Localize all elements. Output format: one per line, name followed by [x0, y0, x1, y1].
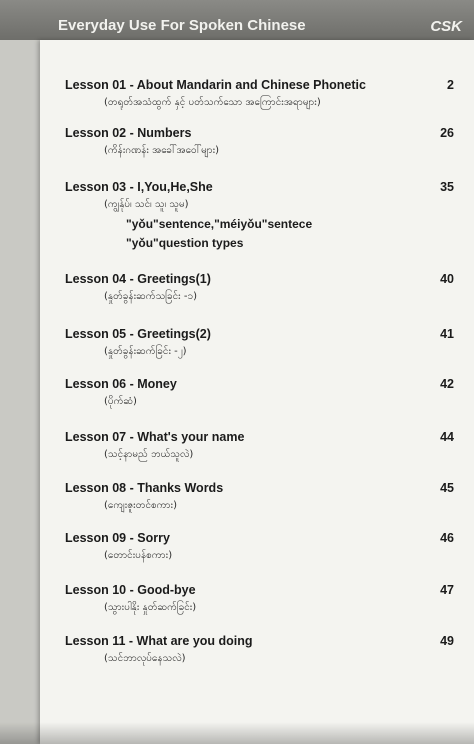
- toc-entry-page: 41: [440, 327, 454, 341]
- toc-entry-title: Lesson 02 - Numbers: [65, 126, 192, 140]
- book-header-band: [0, 0, 474, 40]
- toc-entry-page: 44: [440, 430, 454, 444]
- toc-entry-page: 49: [440, 634, 454, 648]
- toc-entry-title: Lesson 10 - Good-bye: [65, 583, 196, 597]
- toc-entry-title: Lesson 04 - Greetings(1): [65, 272, 211, 286]
- toc-entry-title: Lesson 01 - About Mandarin and Chinese Phonetic: [65, 78, 366, 92]
- toc-entry-page: 42: [440, 377, 454, 391]
- toc-entry-page: 47: [440, 583, 454, 597]
- toc-entry-note: "yǒu"question types: [126, 236, 244, 250]
- toc-entry-subtitle: (နှုတ်ခွန်းဆက်သခြင်း -၁): [104, 291, 197, 302]
- toc-entry-subtitle: (သင်ဘာလုပ်နေသလဲ): [104, 653, 186, 664]
- toc-entry-page: 26: [440, 126, 454, 140]
- toc-entry-title: Lesson 08 - Thanks Words: [65, 481, 224, 495]
- toc-entry-note: "yǒu"sentence,"méiyǒu"sentece: [126, 217, 313, 231]
- toc-entry-subtitle: (တရုတ်အသံထွက် နှင့် ပတ်သက်သော အကြောင်းအရာများ): [104, 97, 321, 108]
- toc-entry-subtitle: (ပိုက်ဆံ): [104, 396, 137, 407]
- toc-entry-title: Lesson 05 - Greetings(2): [65, 327, 211, 341]
- toc-entry-subtitle: (ကိန်းဂဏန်း အခေါ်အဝေါ်များ): [104, 145, 220, 156]
- contents-page: [40, 40, 474, 744]
- toc-entry-title: Lesson 09 - Sorry: [65, 531, 170, 545]
- toc-entry-page: 40: [440, 272, 454, 286]
- toc-entry-subtitle: (သွားပါနိုး နှုတ်ဆက်ခြင်း): [104, 602, 197, 613]
- toc-entry-subtitle: (နှုတ်ခွန်းဆက်ခြင်း -၂): [104, 346, 187, 357]
- book-title: Everyday Use For Spoken Chinese: [58, 17, 306, 34]
- toc-entry-subtitle: (တောင်းပန်စကား): [104, 550, 173, 561]
- toc-entry-title: Lesson 11 - What are you doing: [65, 634, 253, 648]
- toc-entry-title: Lesson 07 - What's your name: [65, 430, 245, 444]
- toc-entry-page: 2: [447, 78, 454, 92]
- toc-entry-title: Lesson 03 - I,You,He,She: [65, 180, 213, 194]
- toc-entry-subtitle: (ကျွန်ုပ်၊ သင်၊ သူ၊ သူမ): [104, 199, 189, 210]
- page-bottom-shadow: [0, 722, 474, 744]
- toc-entry-page: 45: [440, 481, 454, 495]
- toc-entry-subtitle: (သင့်နာမည် ဘယ်သူလဲ): [104, 449, 194, 460]
- publisher-logo: CSK: [430, 18, 462, 35]
- toc-entry-title: Lesson 06 - Money: [65, 377, 177, 391]
- toc-entry-page: 46: [440, 531, 454, 545]
- toc-entry-subtitle: (ကျေးဇူးတင်စကား): [104, 500, 177, 511]
- toc-entry-page: 35: [440, 180, 454, 194]
